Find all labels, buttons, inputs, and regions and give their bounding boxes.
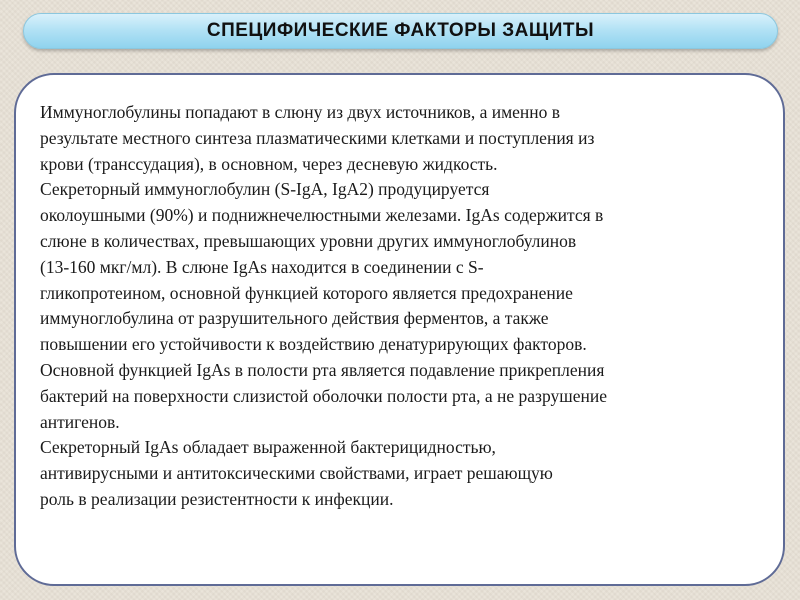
text-line: слюне в количествах, превышающих уровни других иммуноглобулинов [40, 230, 577, 251]
text-line: Иммуноглобулины попадают в слюну из двух источников, а именно в [40, 102, 561, 122]
text-line: Секреторный IgAs обладает выраженной бактерицидностью, [40, 437, 496, 458]
text-line: околоушными (90%) и поднижнечелюстными железами. IgAs содержится в [40, 205, 604, 226]
text-line: роль в реализации резистентности к инфекции. [40, 488, 394, 509]
text-line: повышении его устойчивости к воздействию денатурирующих факторов. [40, 334, 587, 355]
slide-title: СПЕЦИФИЧЕСКИЕ ФАКТОРЫ ЗАЩИТЫ [206, 20, 595, 41]
text-line: Секреторный иммуноглобулин (S-IgA, IgA2) продуцируется [40, 179, 490, 200]
text-line: антивирусными и антитоксическими свойствами, играет решающую [40, 463, 553, 484]
text-line: бактерий на поверхности слизистой оболочки полости рта, а не разрушение [40, 385, 607, 406]
text-line: антигенов. [40, 411, 120, 432]
text-line: результате местного синтеза плазматическими клетками и поступления из [40, 127, 595, 148]
slide-title-banner [23, 13, 778, 49]
text-line: Основной функцией IgAs в полости рта является подавление прикрепления [40, 359, 605, 380]
text-line: гликопротеином, основной функцией которого является предохранение [40, 282, 573, 303]
text-line: крови (транссудация), в основном, через десневую жидкость. [40, 153, 498, 174]
body-text [40, 100, 770, 513]
text-line: (13-160 мкг/мл). В слюне IgAs находится в соединении с S- [40, 256, 484, 277]
content-panel [14, 73, 785, 586]
text-line: иммуноглобулина от разрушительного действия ферментов, а также [40, 308, 549, 329]
